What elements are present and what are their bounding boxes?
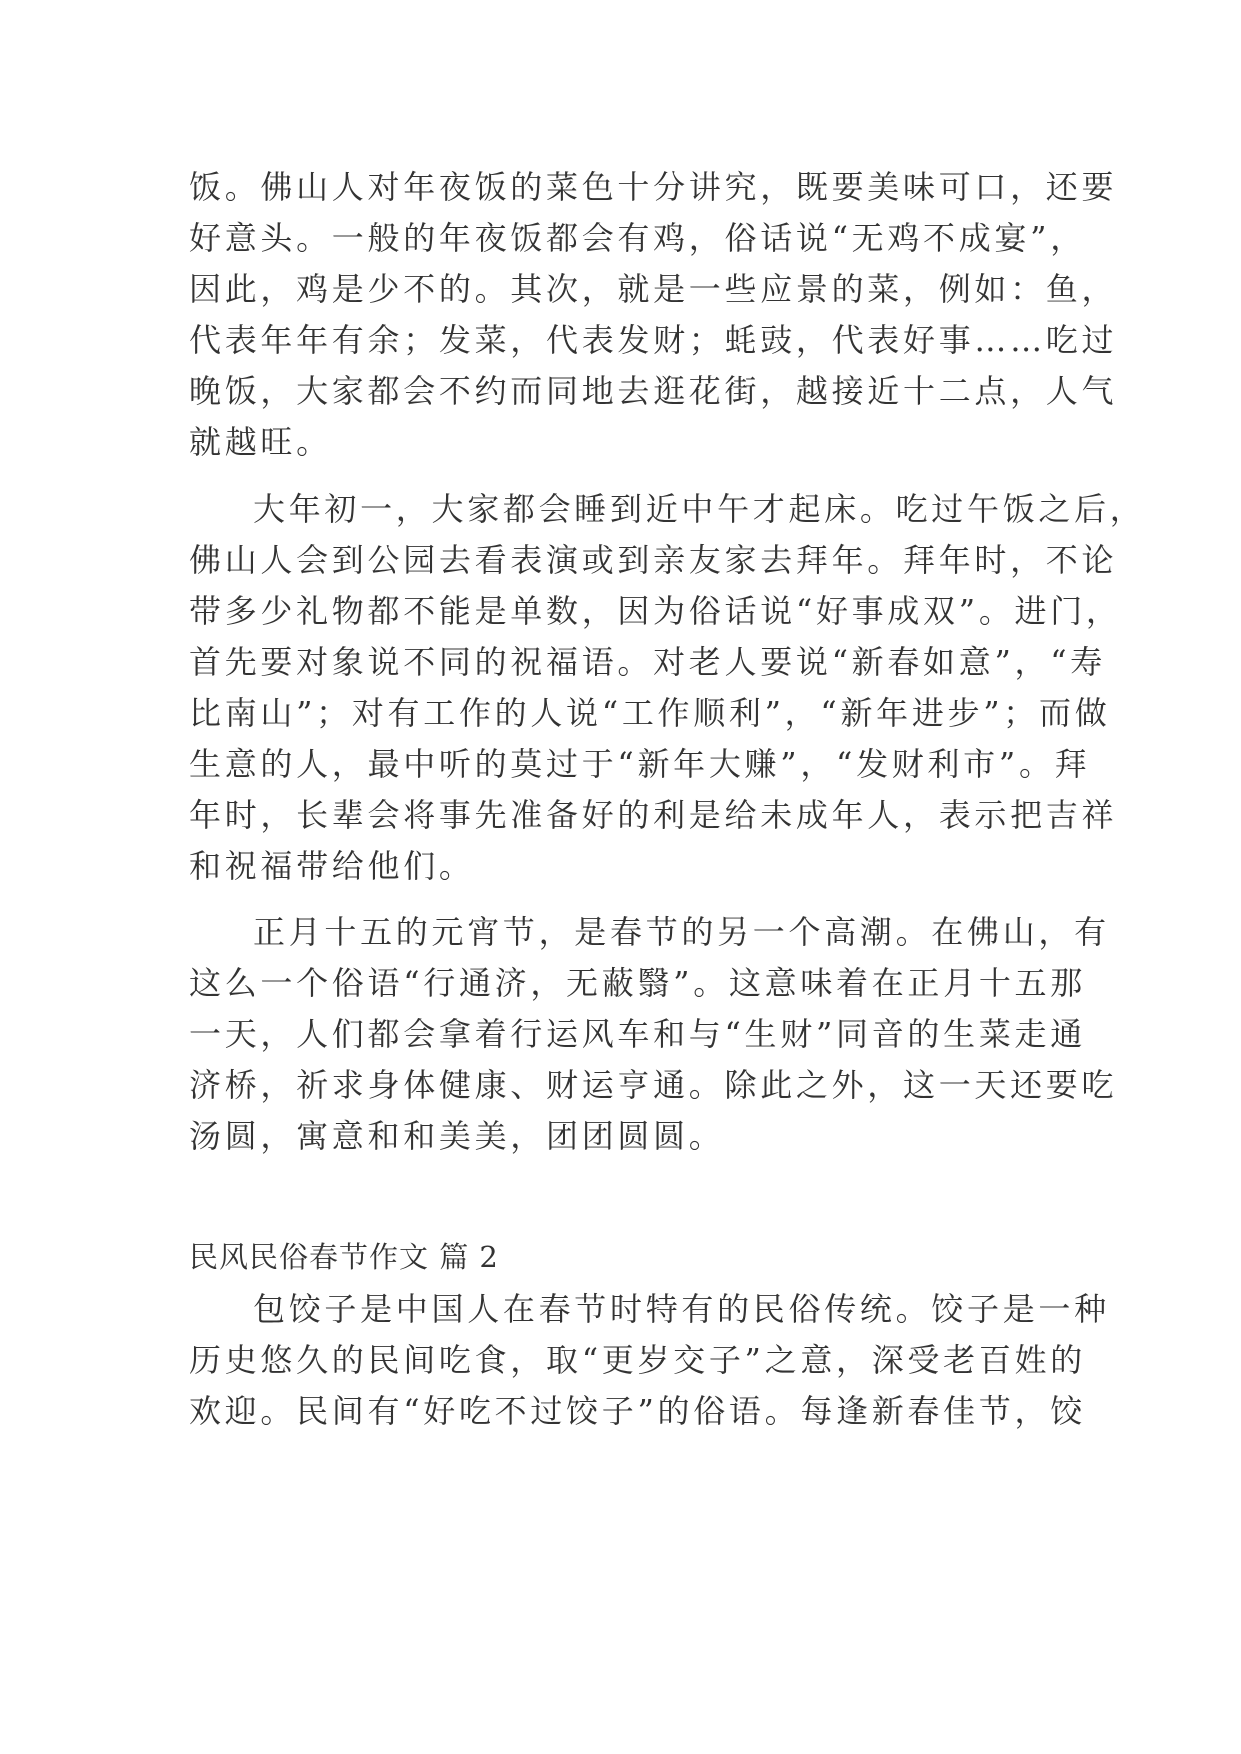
paragraph-line: 生意的人，最中听的莫过于“新年大赚”，“发财利市”。拜 [189,745,1091,783]
section-heading: 民风民俗春节作文 篇 2 [189,1240,499,1274]
paragraph-line: 历史悠久的民间吃食，取“更岁交子”之意，深受老百姓的 [189,1341,1086,1379]
paragraph-line: 一天，人们都会拿着行运风车和与“生财”同音的生菜走通 [189,1015,1086,1053]
paragraph-line: 好意头。一般的年夜饭都会有鸡，俗话说“无鸡不成宴”， [189,219,1086,257]
paragraph-line: 济桥，祈求身体健康、财运亨通。除此之外，这一天还要吃 [189,1066,1118,1104]
paragraph-line: 晚饭，大家都会不约而同地去逛花街，越接近十二点，人气 [189,372,1118,410]
paragraph-line: 这么一个俗语“行通济，无蔽翳”。这意味着在正月十五那 [189,964,1086,1002]
paragraph-line: 和祝福带给他们。 [189,847,475,885]
paragraph-line: 就越旺。 [189,423,332,461]
paragraph-line: 带多少礼物都不能是单数，因为俗话说“好事成双”。进门， [189,592,1122,630]
paragraph-line: 正月十五的元宵节，是春节的另一个高潮。在佛山，有 [253,913,1110,951]
paragraph-line: 首先要对象说不同的祝福语。对老人要说“新春如意”，“寿 [189,643,1106,681]
paragraph-line: 因此，鸡是少不的。其次，就是一些应景的菜，例如：鱼， [189,270,1118,308]
paragraph-line: 大年初一，大家都会睡到近中午才起床。吃过午饭之后， [253,490,1146,528]
paragraph-line: 包饺子是中国人在春节时特有的民俗传统。饺子是一种 [253,1290,1110,1328]
paragraph-line: 汤圆，寓意和和美美，团团圆圆。 [189,1117,725,1155]
paragraph-line: 佛山人会到公园去看表演或到亲友家去拜年。拜年时，不论 [189,541,1118,579]
paragraph-line: 年时，长辈会将事先准备好的利是给未成年人，表示把吉祥 [189,796,1118,834]
paragraph-line: 代表年年有余；发菜，代表发财；蚝豉，代表好事……吃过 [189,321,1118,359]
paragraph-line: 饭。佛山人对年夜饭的菜色十分讲究，既要美味可口，还要 [189,168,1118,206]
paragraph-line: 比南山”；对有工作的人说“工作顺利”，“新年进步”；而做 [189,694,1111,732]
paragraph-line: 欢迎。民间有“好吃不过饺子”的俗语。每逢新春佳节，饺 [189,1392,1086,1430]
